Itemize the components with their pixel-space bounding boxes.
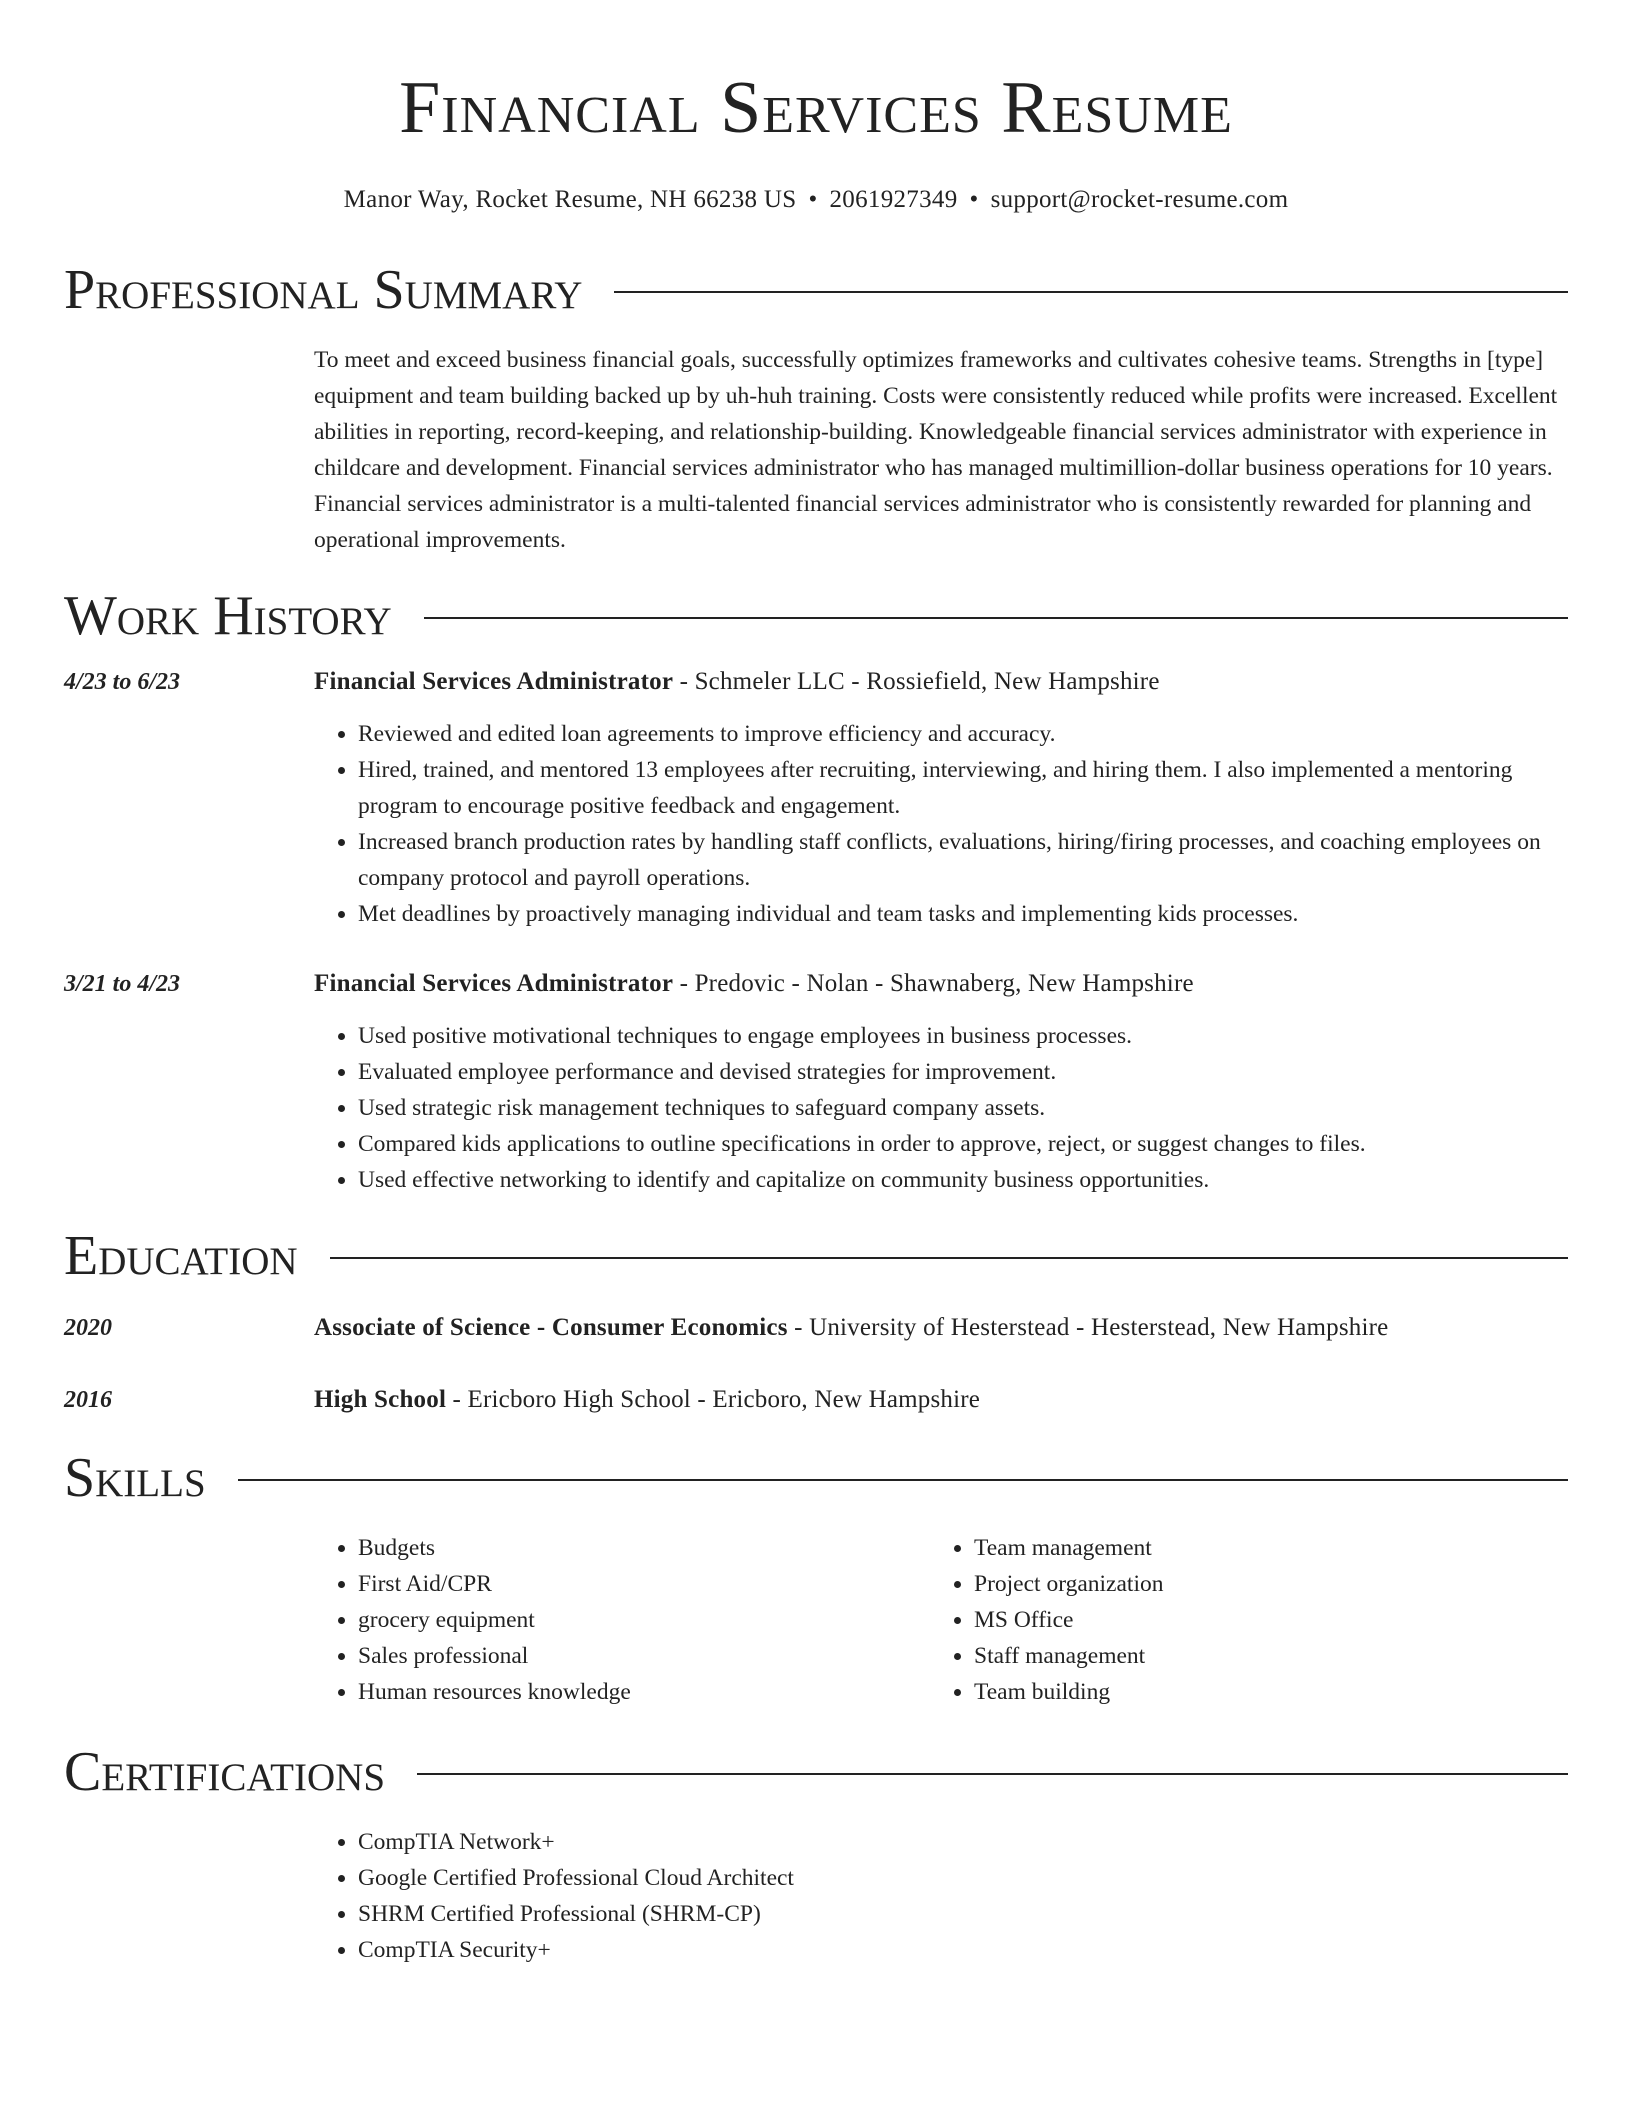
section-rule (424, 617, 1568, 619)
job-entry (64, 664, 1568, 932)
resume-title: Financial Services Resume (399, 67, 1233, 149)
section-header-skills (64, 1446, 1568, 1510)
certifications-bullets (314, 1824, 1568, 1968)
contact-separator: • (969, 186, 979, 213)
job-bullets (314, 1018, 1568, 1198)
summary-text: To meet and exceed business financial goals, successfully optimizes frameworks and cultivates cohesive teams. Strengths in [type] equipment and team building backed up by uh-huh training. Costs were consistently reduced while profits were increased. Excellent abilities in reporting, record-keeping, and relationship-building. Knowledgeable financial services administrator with experience in childcare and development. Financial services administrator who has managed multimillion-dollar business operations for 10 years. Financial services administrator is a multi-talented financial services administrator who is consistently rewarded for planning and operational improvements. (314, 347, 1558, 553)
certifications-list (64, 1824, 1568, 1968)
skill-item: • Team building (974, 1674, 1163, 1710)
section-header-summary (64, 258, 1568, 322)
skill-item: • Project organization (974, 1566, 1163, 1602)
certification-item: • Google Certified Professional Cloud Architect (358, 1860, 1568, 1896)
section-rule (330, 1257, 1568, 1259)
list-item: • Used strategic risk management techniques to safeguard company assets. (358, 1090, 1568, 1126)
section-title: Work History (64, 585, 392, 647)
education-entry (64, 1382, 1568, 1418)
skill-item: • Sales professional (358, 1638, 930, 1674)
education-headline (314, 1382, 1568, 1418)
skill-item: • Human resources knowledge (358, 1674, 930, 1710)
section-title: Professional Summary (64, 259, 583, 321)
section-rule (417, 1773, 1568, 1775)
job-bullets (314, 716, 1568, 932)
section-header-education (64, 1224, 1568, 1288)
section-rule (614, 291, 1568, 293)
list-item: • Increased branch production rates by handling staff conflicts, evaluations, hiring/firing processes, and coaching employees on company protocol and payroll operations. (358, 824, 1568, 896)
education-degree: High School (314, 1386, 447, 1413)
contact-email: support@rocket-resume.com (990, 186, 1289, 213)
section-header-certifications (64, 1740, 1568, 1804)
section-rule (238, 1479, 1568, 1481)
job-date: 3/21 to 4/23 (64, 971, 181, 997)
section-header-work-history (64, 584, 1568, 648)
education-headline (314, 1310, 1568, 1346)
education-body (314, 1382, 1568, 1418)
job-headline (314, 966, 1568, 1002)
list-item: • Compared kids applications to outline specifications in order to approve, reject, or suggest changes to files. (358, 1126, 1568, 1162)
list-item: • Reviewed and edited loan agreements to improve efficiency and accuracy. (358, 716, 1568, 752)
list-item: • Evaluated employee performance and devised strategies for improvement. (358, 1054, 1568, 1090)
section-title: Education (64, 1225, 298, 1287)
skill-item: • MS Office (974, 1602, 1163, 1638)
skills-column-left (314, 1530, 930, 1710)
job-body (314, 664, 1568, 932)
list-item: • Hired, trained, and mentored 13 employees after recruiting, interviewing, and hiring them. I also implemented a mentoring program to encourage positive feedback and engagement. (358, 752, 1568, 824)
job-body (314, 966, 1568, 1198)
skill-item: • grocery equipment (358, 1602, 930, 1638)
list-item: • Used positive motivational techniques to engage employees in business processes. (358, 1018, 1568, 1054)
job-headline (314, 664, 1568, 700)
education-details: - University of Hesterstead - Hesterstead, New Hampshire (787, 1314, 1389, 1341)
job-role: Financial Services Administrator (314, 668, 674, 695)
contact-phone: 2061927349 (829, 186, 958, 213)
list-item: • Met deadlines by proactively managing individual and team tasks and implementing kids processes. (358, 896, 1568, 932)
education-body (314, 1310, 1568, 1346)
job-date: 4/23 to 6/23 (64, 669, 181, 695)
list-item: • Used effective networking to identify and capitalize on community business opportunities. (358, 1162, 1568, 1198)
contact-separator: • (808, 186, 818, 213)
certification-item: • CompTIA Network+ (358, 1824, 1568, 1860)
education-year: 2020 (64, 1315, 112, 1341)
skill-item: • Team management (974, 1530, 1163, 1566)
skills-column-right (930, 1530, 1163, 1710)
section-title: Skills (64, 1447, 206, 1509)
section-title: Certifications (64, 1741, 386, 1803)
education-details: - Ericboro High School - Ericboro, New Hampshire (446, 1386, 981, 1413)
certification-item: • SHRM Certified Professional (SHRM-CP) (358, 1896, 1568, 1932)
contact-line (64, 186, 1568, 214)
job-entry (64, 966, 1568, 1198)
skill-item: • Budgets (358, 1530, 930, 1566)
skill-item: • First Aid/CPR (358, 1566, 930, 1602)
job-role: Financial Services Administrator (314, 970, 674, 997)
education-entry (64, 1310, 1568, 1346)
job-details: - Predovic - Nolan - Shawnaberg, New Hampshire (673, 970, 1194, 997)
skill-item: • Staff management (974, 1638, 1163, 1674)
skills-grid (64, 1530, 1568, 1710)
job-details: - Schmeler LLC - Rossiefield, New Hampshire (673, 668, 1160, 695)
certification-item: • CompTIA Security+ (358, 1932, 1568, 1968)
education-degree: Associate of Science - Consumer Economics (314, 1314, 788, 1341)
contact-address: Manor Way, Rocket Resume, NH 66238 US (343, 186, 797, 213)
education-year: 2016 (64, 1387, 112, 1413)
